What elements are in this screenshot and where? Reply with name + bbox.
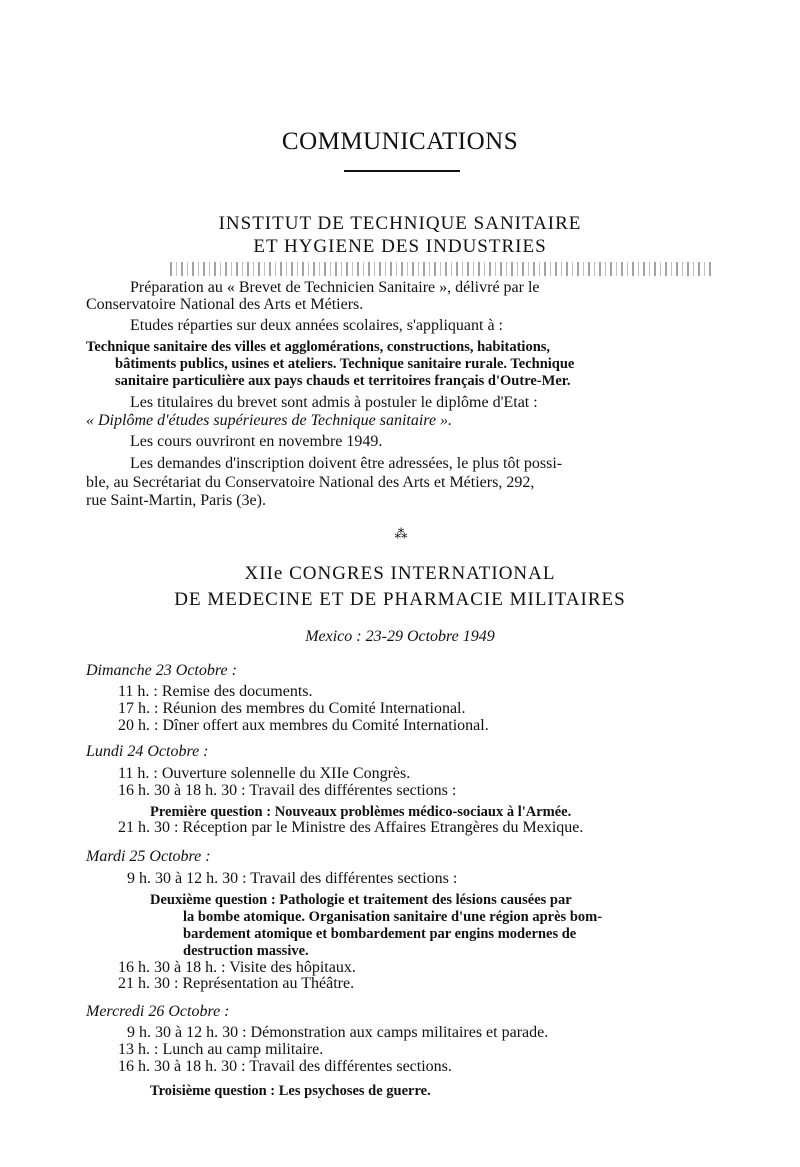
s1-line-8: ble, au Secrétariat du Conservatoire National des Arts et Métiers, 292,: [86, 474, 535, 491]
s1-line-3: Etudes réparties sur deux années scolaires, s'appliquant à :: [130, 317, 503, 334]
s1-line-6: Les cours ouvriront en novembre 1949.: [130, 433, 383, 450]
congress-dates: Mexico : 23-29 Octobre 1949: [305, 628, 495, 645]
schedule-item: 9 h. 30 à 12 h. 30 : Travail des différentes sections :: [127, 870, 458, 887]
schedule-item: 17 h. : Réunion des membres du Comité International.: [118, 700, 466, 717]
s1-bold-line-1: Technique sanitaire des villes et agglomérations, constructions, habitations,: [86, 339, 551, 355]
asterism-separator: ⁂: [394, 526, 406, 541]
schedule-item: 11 h. : Remise des documents.: [118, 683, 313, 700]
s1-line-2: Conservatoire National des Arts et Métiers.: [86, 296, 364, 313]
day-label: Dimanche 23 Octobre :: [86, 662, 237, 679]
s1-line-1: Préparation au « Brevet de Technicien Sanitaire », délivré par le: [130, 279, 540, 296]
section1-heading-line2: ET HYGIENE DES INDUSTRIES: [253, 236, 547, 257]
schedule-item: 16 h. 30 à 18 h. 30 : Travail des différentes sections :: [118, 782, 457, 799]
question-line: Deuxième question : Pathologie et traitement des lésions causées par: [150, 892, 572, 908]
section1-heading-line1: INSTITUT DE TECHNIQUE SANITAIRE: [218, 213, 582, 234]
day-label: Mardi 25 Octobre :: [86, 848, 211, 865]
schedule-item: 20 h. : Dîner offert aux membres du Comité International.: [118, 717, 489, 734]
page-title: COMMUNICATIONS: [281, 128, 519, 155]
schedule-item: 9 h. 30 à 12 h. 30 : Démonstration aux camps militaires et parade.: [127, 1024, 549, 1041]
schedule-item: 21 h. 30 : Représentation au Théâtre.: [118, 975, 355, 992]
question-line: bardement atomique et bombardement par engins modernes de: [183, 926, 577, 942]
question-line: Troisième question : Les psychoses de guerre.: [150, 1083, 431, 1099]
day-label: Lundi 24 Octobre :: [86, 743, 209, 760]
print-noise: [170, 262, 715, 276]
schedule-item: 11 h. : Ouverture solennelle du XIIe Congrès.: [118, 765, 411, 782]
s1-bold-line-2: bâtiments publics, usines et ateliers. Technique sanitaire rurale. Technique: [115, 356, 575, 372]
day-label: Mercredi 26 Octobre :: [86, 1003, 230, 1020]
question-line: la bombe atomique. Organisation sanitaire d'une région après bom-: [183, 909, 603, 925]
section2-heading-line1: XIIe CONGRES INTERNATIONAL: [244, 563, 556, 584]
title-underline: [344, 170, 460, 172]
s1-line-9: rue Saint-Martin, Paris (3e).: [86, 492, 266, 509]
s1-line-5: « Diplôme d'études supérieures de Technique sanitaire ».: [86, 412, 453, 429]
s1-bold-line-3: sanitaire particulière aux pays chauds et territoires français d'Outre-Mer.: [115, 373, 571, 389]
section2-heading-line2: DE MEDECINE ET DE PHARMACIE MILITAIRES: [174, 589, 626, 610]
schedule-item: 16 h. 30 à 18 h. : Visite des hôpitaux.: [118, 959, 356, 976]
schedule-item: 21 h. 30 : Réception par le Ministre des Affaires Etrangères du Mexique.: [118, 819, 584, 836]
s1-line-4: Les titulaires du brevet sont admis à postuler le diplôme d'Etat :: [130, 394, 538, 411]
question-line: Première question : Nouveaux problèmes médico-sociaux à l'Armée.: [150, 804, 572, 820]
schedule-item: 16 h. 30 à 18 h. 30 : Travail des différentes sections.: [118, 1058, 452, 1075]
s1-line-7: Les demandes d'inscription doivent être adressées, le plus tôt possi-: [130, 455, 563, 472]
schedule-item: 13 h. : Lunch au camp militaire.: [118, 1041, 324, 1058]
question-line: destruction massive.: [183, 943, 309, 959]
